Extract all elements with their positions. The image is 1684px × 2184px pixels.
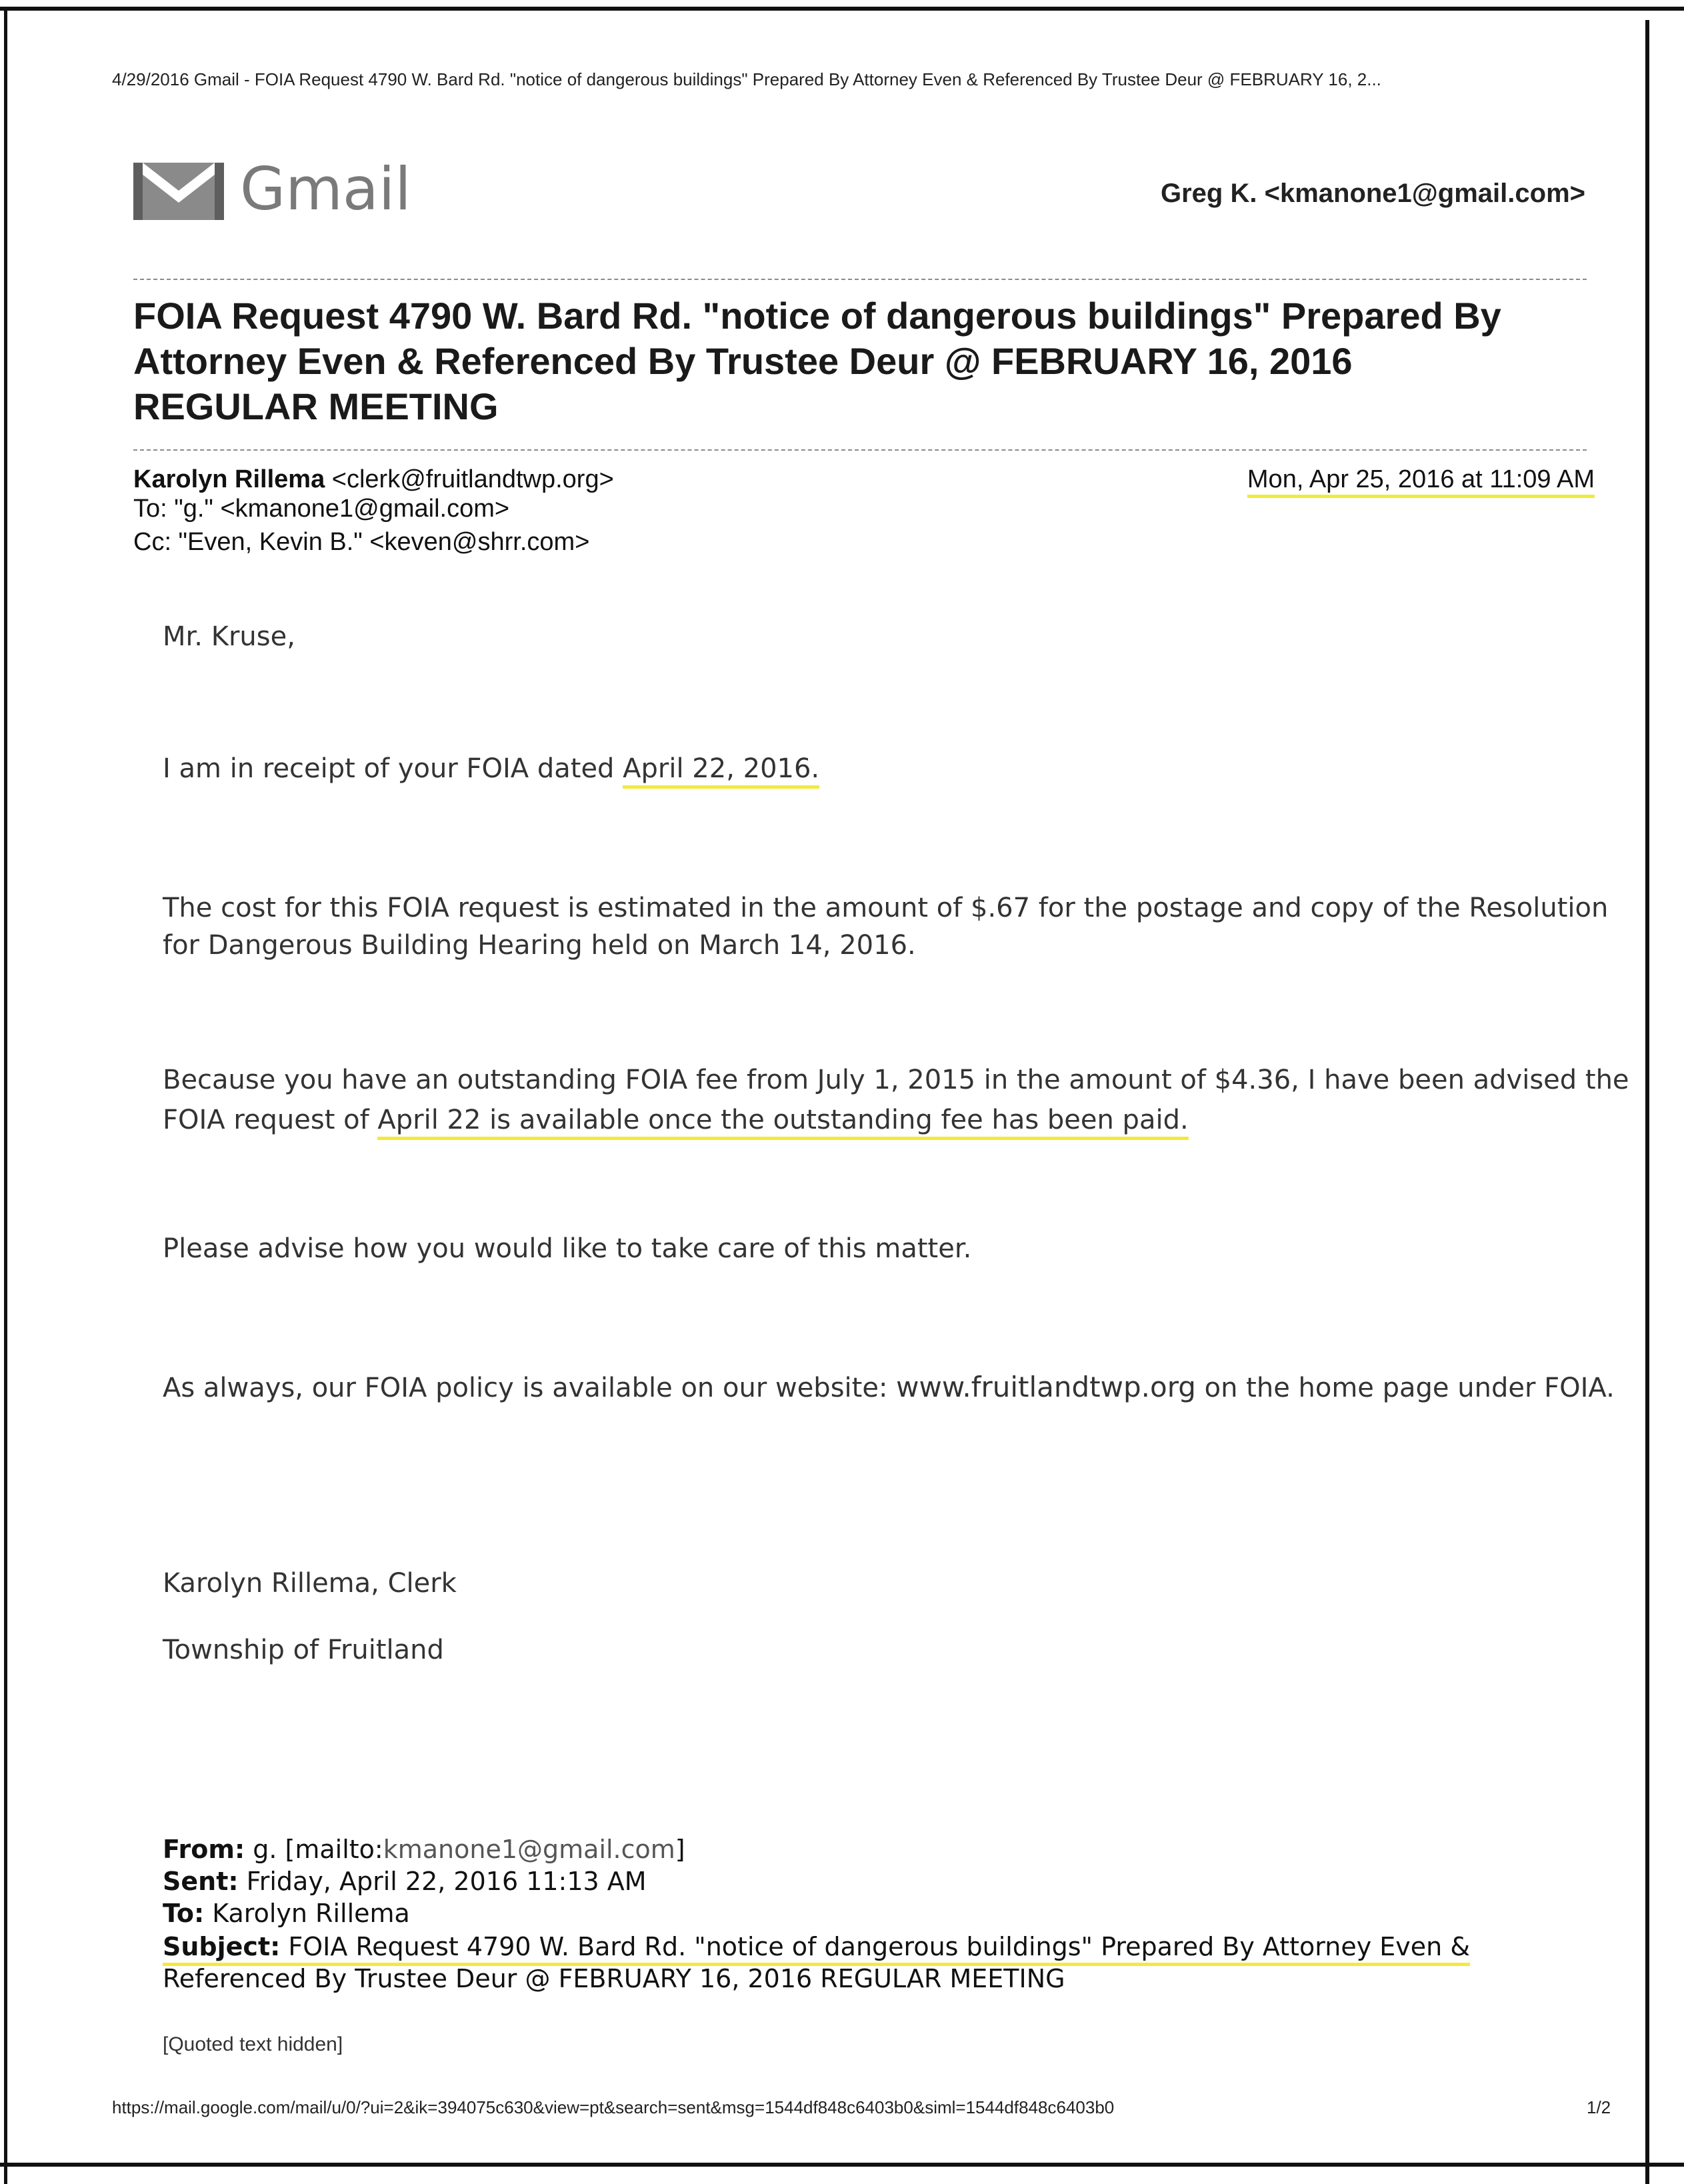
greeting: Mr. Kruse,	[163, 621, 295, 652]
scan-edge-left	[4, 7, 7, 2184]
subject-line-3: REGULAR MEETING	[133, 385, 499, 427]
quoted-text-hidden[interactable]: [Quoted text hidden]	[163, 2033, 343, 2055]
sender	[133, 465, 614, 494]
quoted-from-email[interactable]: kmanone1@gmail.com	[383, 1835, 675, 1864]
highlight-april-22: April 22, 2016.	[623, 753, 819, 789]
message-date-text: Mon, Apr 25, 2016 at 11:09 AM	[1247, 465, 1595, 498]
body-paragraph-5: As always, our FOIA policy is available on our website: www.fruitlandtwp.org on the home page under FOIA.	[163, 1371, 1615, 1403]
subject-line-2: Attorney Even & Referenced By Trustee Deur @ FEBRUARY 16, 2016	[133, 340, 1353, 382]
account-label: Greg K. <kmanone1@gmail.com>	[1161, 179, 1585, 208]
scan-edge-bottom	[0, 2163, 1684, 2167]
subject-title	[133, 293, 1501, 429]
message-date	[1247, 465, 1595, 494]
body-paragraph-1: I am in receipt of your FOIA dated April 22, 2016.	[163, 753, 819, 784]
footer-url: https://mail.google.com/mail/u/0/?ui=2&ik=394075c630&view=pt&search=sent&msg=1544df848c6403b0&siml=1544df848c6403b0	[112, 2097, 1115, 2117]
sender-email: <clerk@fruitlandtwp.org>	[331, 465, 614, 493]
footer-page-number: 1/2	[1587, 2097, 1611, 2117]
gmail-m-icon	[133, 157, 224, 221]
sender-name: Karolyn Rillema	[133, 465, 325, 493]
header-divider	[133, 279, 1587, 280]
signature-name: Karolyn Rillema, Clerk	[163, 1568, 457, 1599]
quoted-from: From: g. [mailto:kmanone1@gmail.com]	[163, 1835, 685, 1864]
print-header: 4/29/2016 Gmail - FOIA Request 4790 W. Bard Rd. "notice of dangerous buildings" Prepared By Attorney Even & Referenced By Trustee Deur @ FEBRUARY 16, 2...	[112, 69, 1381, 89]
quoted-sent: Sent: Friday, April 22, 2016 11:13 AM	[163, 1867, 647, 1896]
scan-edge-top	[0, 7, 1684, 11]
scan-edge-right	[1645, 20, 1649, 2184]
body-paragraph-3: Because you have an outstanding FOIA fee from July 1, 2015 in the amount of $4.36, I have been advised the FOIA request of April 22 is available once the outstanding fee has been paid.	[163, 1060, 1629, 1140]
recipient-to: To: "g." <kmanone1@gmail.com>	[133, 495, 510, 523]
signature-org: Township of Fruitland	[163, 1635, 444, 1665]
body-paragraph-4: Please advise how you would like to take care of this matter.	[163, 1233, 972, 1264]
highlight-fee-paid: April 22 is available once the outstanding fee has been paid.	[377, 1105, 1188, 1140]
subject-divider	[133, 449, 1587, 451]
recipient-cc: Cc: "Even, Kevin B." <keven@shrr.com>	[133, 528, 590, 556]
body-paragraph-2: The cost for this FOIA request is estimated in the amount of $.67 for the postage and copy of the Resolution for Dangerous Building Hearing held on March 14, 2016.	[163, 893, 1609, 961]
quoted-to: To: Karolyn Rillema	[163, 1899, 410, 1928]
quoted-subject: Subject: FOIA Request 4790 W. Bard Rd. "notice of dangerous buildings" Prepared By Attorney Even & Referenced By Trustee Deur @ FEBRUARY 16, 2016 REGULAR MEETING	[163, 1932, 1470, 1993]
gmail-logo-text: Gmail	[240, 155, 411, 223]
highlight-quoted-subject: Subject: FOIA Request 4790 W. Bard Rd. "notice of dangerous buildings" Prepared By Attorney Even &	[163, 1932, 1470, 1966]
subject-line-1: FOIA Request 4790 W. Bard Rd. "notice of dangerous buildings" Prepared By	[133, 295, 1501, 337]
website-link[interactable]: www.fruitlandtwp.org	[896, 1371, 1196, 1403]
